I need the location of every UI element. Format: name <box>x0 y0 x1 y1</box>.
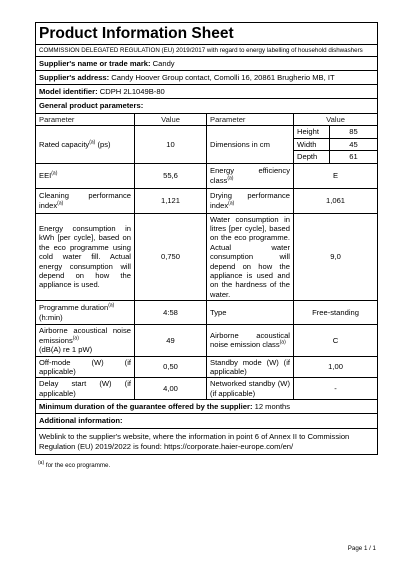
capacity-value: 10 <box>135 126 207 163</box>
model-row <box>36 85 378 99</box>
duration-label: Programme duration$^{(a)}$ (h:min) <box>36 301 135 325</box>
footnote-marker: (a) <box>38 459 45 466</box>
dimensions-label: Dimensions in cm <box>207 126 294 163</box>
standby-label: Standby mode (W) (if applicable) <box>207 356 294 378</box>
regulation-text: COMMISSION DELEGATED REGULATION (EU) 2019/2017 with regard to energy labelling of household dishwashers <box>36 45 378 57</box>
delay-start-label: Delay start (W) (if applicable) <box>36 378 135 400</box>
guarantee-value: 12 months <box>254 401 291 411</box>
guarantee-row <box>36 400 378 414</box>
height-label: Height <box>294 126 330 138</box>
eei-label: EEI$^{(a)}$ <box>36 163 135 188</box>
eei-value: 55,6 <box>135 163 207 188</box>
type-value: Free-standing <box>294 301 378 325</box>
supplier-name-value: Candy <box>152 58 175 68</box>
additional-heading: Additional information: <box>36 414 378 429</box>
supplier-address-value: Candy Hoover Group contact, Comolli 16, 20861 Brugherio MB, IT <box>111 72 335 82</box>
footnote <box>38 459 111 469</box>
drying-value: 1,061 <box>294 188 378 213</box>
supplier-name-row <box>36 57 378 71</box>
water-consumption-label: Water consumption in litres [per cycle], based on the eco programme. Actual water consumption will depend on how the appliance is used and on the hardness of the water. <box>207 213 294 301</box>
model-label: Model identifier: <box>39 86 98 96</box>
networked-standby-label: Networked standby (W) (if applicable) <box>207 378 294 400</box>
supplier-address-label: Supplier's address: <box>39 72 110 82</box>
energy-consumption-label: Energy consumption in kWh [per cycle], based on the eco programme using cold water fill. Actual energy consumption will depend on how the appliance is used. <box>36 213 135 301</box>
noise-class-label: Airborne acoustical noise emission class$^{(a)}$ <box>207 325 294 356</box>
supplier-address-row <box>36 71 378 85</box>
general-heading: General product parameters: <box>36 99 378 114</box>
energy-class-label: Energy efficiency class$^{(a)}$ <box>207 163 294 188</box>
standby-value: 1,00 <box>294 356 378 378</box>
cleaning-label: Cleaning performance index$^{(a)}$ <box>36 188 135 213</box>
footnote-text: for the eco programme. <box>45 462 111 469</box>
supplier-name-label: Supplier's name or trade mark: <box>39 58 151 68</box>
water-consumption-value: 9,0 <box>294 213 378 301</box>
height-value: 85 <box>330 126 378 138</box>
header-parameter-2: Parameter <box>207 114 294 126</box>
weblink-text: Weblink to the supplier's website, where the information in point 6 of Annex II to Commission Regulation (EU) 2019/2022 is found: https://corporate.haier-europe.com/en/ <box>36 429 378 455</box>
header-value-1: Value <box>135 114 207 126</box>
off-mode-label: Off-mode (W) (if applicable) <box>36 356 135 378</box>
energy-class-value: E <box>294 163 378 188</box>
off-mode-value: 0,50 <box>135 356 207 378</box>
energy-consumption-value: 0,750 <box>135 213 207 301</box>
drying-label: Drying performance index$^{(a)}$ <box>207 188 294 213</box>
page-title: Product Information Sheet <box>36 23 378 45</box>
product-table <box>35 22 378 455</box>
duration-value: 4:58 <box>135 301 207 325</box>
width-label: Width <box>294 138 330 150</box>
header-value-2: Value <box>294 114 378 126</box>
noise-label: Airborne acoustical noise emissions$^{(a)}$ (dB(A) re 1 pW) <box>36 325 135 356</box>
header-parameter-1: Parameter <box>36 114 135 126</box>
cleaning-value: 1,121 <box>135 188 207 213</box>
noise-class-value: C <box>294 325 378 356</box>
page-number: Page 1 / 1 <box>347 545 376 552</box>
depth-label: Depth <box>294 151 330 163</box>
model-value: CDPH 2L1049B-80 <box>99 86 165 96</box>
delay-start-value: 4,00 <box>135 378 207 400</box>
capacity-label: Rated capacity$^{(a)}$ (ps) <box>36 126 135 163</box>
depth-value: 61 <box>330 151 378 163</box>
product-information-sheet <box>35 22 377 455</box>
guarantee-label: Minimum duration of the guarantee offered by the supplier: <box>39 401 253 411</box>
type-label: Type <box>207 301 294 325</box>
noise-value: 49 <box>135 325 207 356</box>
networked-standby-value: - <box>294 378 378 400</box>
width-value: 45 <box>330 138 378 150</box>
